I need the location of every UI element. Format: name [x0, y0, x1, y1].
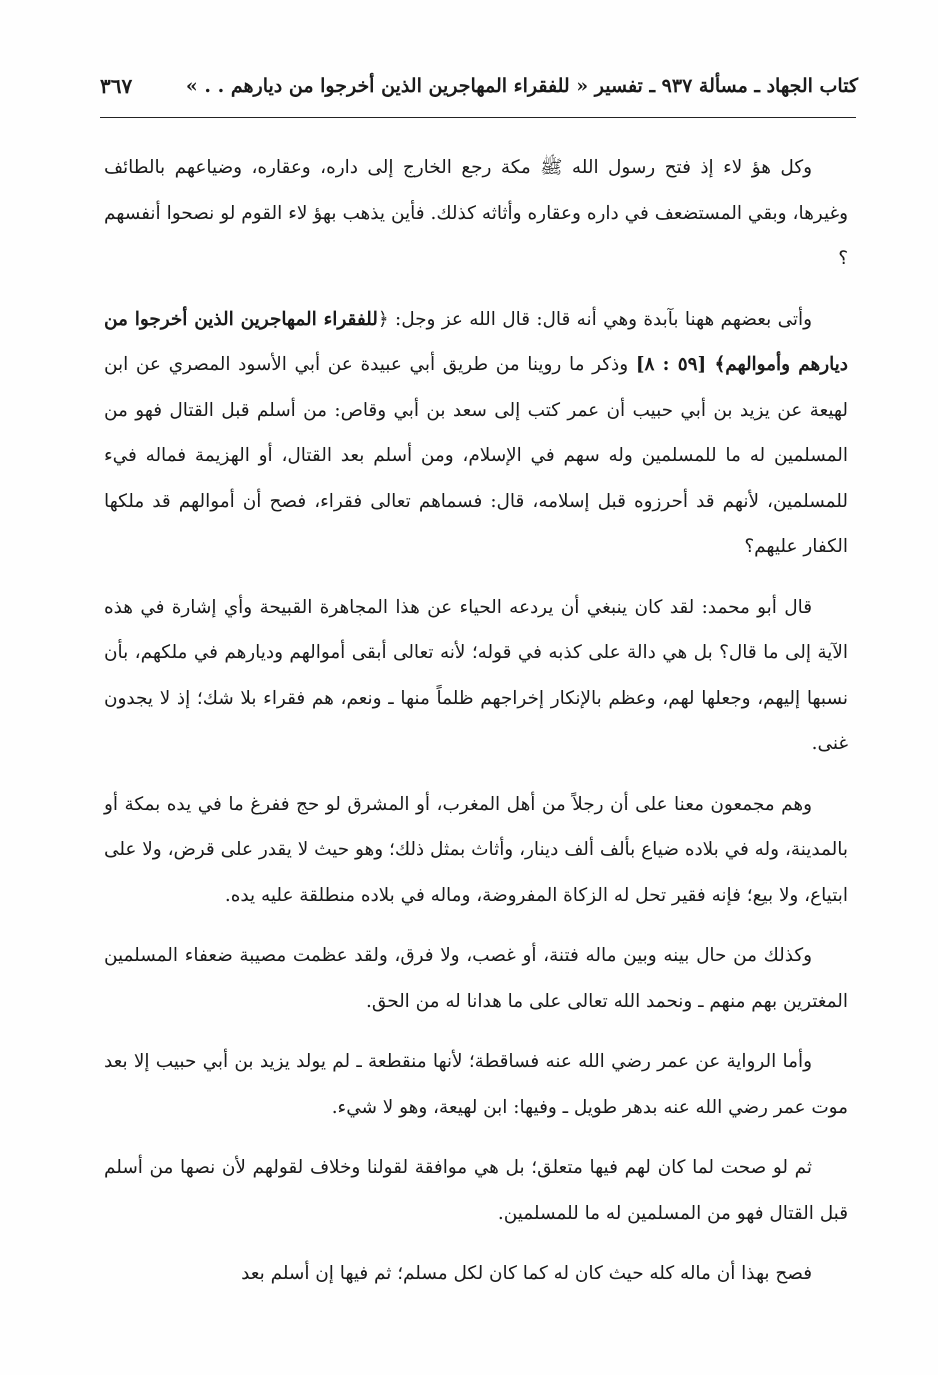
paragraph-text: وذكر ما روينا من طريق أبي عبيدة عن أبي الأسود المصري عن ابن لهيعة عن يزيد بن أبي حبيب أن عمر كتب إلى سعد بن أبي وقاص: من أسلم قبل القتال فهو من المسلمين له ما للمسلمين وله سهم في الإسلام، ومن أسلم بعد القتال، أو الهزيمة فماله فيء للمسلمين، لأنهم قد أحرزوه قبل إسلامه، قال: فسماهم تعالى فقراء، فصح أن أموالهم قد ملكها الكفار عليهم؟ [104, 354, 848, 557]
paragraph: فصح بهذا أن ماله كله حيث كان له كما كان لكل مسلم؛ ثم فيها إن أسلم بعد [241, 1263, 812, 1284]
header-title: كتاب الجهاد ـ مسألة ٩٣٧ ـ تفسير « للفقراء المهاجرين الذين أخرجوا من ديارهم . . » [185, 75, 858, 97]
header-divider [100, 117, 856, 118]
paragraph [104, 297, 848, 570]
page-body [104, 145, 848, 1297]
verse-reference: ﴾ [٥٩ : ٨] [635, 354, 726, 375]
paragraph: ثم لو صحت لما كان لهم فيها متعلق؛ بل هي موافقة لقولنا وخلاف لقولهم لأن نصها من أسلم قبل القتال فهو من المسلمين له ما للمسلمين. [104, 1157, 848, 1224]
running-header [100, 66, 858, 106]
paragraph: قال أبو محمد: لقد كان ينبغي أن يردعه الحياء عن هذا المجاهرة القبيحة وأي إشارة في هذه الآية إلى ما قال؟ بل هي دالة على كذبه في قوله؛ لأنه تعالى أبقى أموالهم وديارهم في ملكهم، بأن نسبها إليهم، وجعلها لهم، وعظم بالإنكار إخراجهم ظلماً منها ـ ونعم، هم فقراء بلا شك؛ إذ لا يجدون غنى. [104, 596, 848, 754]
paragraph: وهم مجمعون معنا على أن رجلاً من أهل المغرب، أو المشرق لو حج ففرغ ما في يده بمكة أو بالمدينة، وله في بلاده ضياع بألف ألف دينار، وأثاث بمثل ذلك؛ وهو حيث لا يقدر على قرض، ولا على ابتياع، ولا بيع؛ فإنه فقير تحل له الزكاة المفروضة، وماله في بلاده منطلقة عليه يده. [104, 793, 848, 906]
paragraph: وكذلك من حال بينه وبين ماله فتنة، أو غصب، ولا فرق، ولقد عظمت مصيبة ضعفاء المسلمين المغترين بهم منهم ـ ونحمد الله تعالى على ما هدانا له من الحق. [104, 945, 848, 1012]
page-number: ٣٦٧ [100, 74, 133, 98]
paragraph: وأما الرواية عن عمر رضي الله عنه فساقطة؛ لأنها منقطعة ـ لم يولد يزيد بن أبي حبيب إلا بعد موت عمر رضي الله عنه بدهر طويل ـ وفيها: ابن لهيعة، وهو لا شيء. [104, 1051, 848, 1118]
paragraph-text: وأتى بعضهم ههنا بآبدة وهي أنه قال: قال الله عز وجل: ﴿ [377, 308, 813, 330]
paragraph: وكل هؤ لاء إذ فتح رسول الله ﷺ مكة رجع الخارج إلى داره، وعقاره، وضياعهم بالطائف وغيرها، وبقي المستضعف في داره وعقاره وأثاثه كذلك. فأين يذهب بهؤ لاء القوم لو نصحوا أنفسهم ؟ [104, 157, 848, 269]
quran-quote: للفقراء المهاجرين الذين أخرجوا من ديارهم وأموالهم [104, 308, 848, 375]
